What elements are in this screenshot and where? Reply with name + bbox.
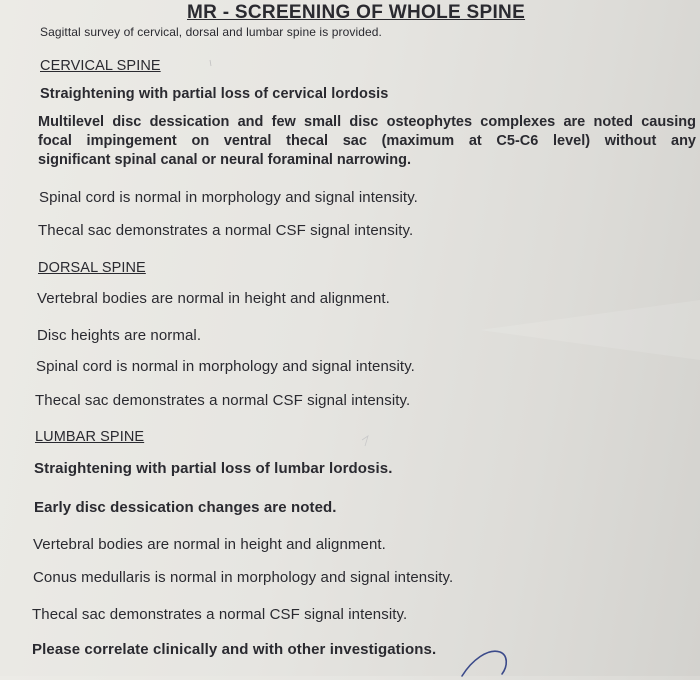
cervical-line-1: Straightening with partial loss of cervical lordosis (40, 86, 389, 102)
dorsal-line-1: Vertebral bodies are normal in height and alignment. (37, 290, 390, 307)
report-subtitle: Sagittal survey of cervical, dorsal and lumbar spine is provided. (40, 25, 382, 39)
cervical-para-line-2: focal impingement on ventral thecal sac (maximum at C5-C6 level) without any (38, 133, 696, 149)
cervical-para-line-1: Multilevel disc dessication and few small disc osteophytes complexes are noted causing (38, 114, 696, 130)
lumbar-line-5: Thecal sac demonstrates a normal CSF signal intensity. (32, 606, 408, 623)
cervical-para-line-3: significant spinal canal or neural foraminal narrowing. (38, 152, 412, 168)
cervical-paragraph (38, 113, 696, 170)
lumbar-line-3: Vertebral bodies are normal in height and alignment. (33, 536, 386, 553)
cervical-heading: CERVICAL SPINE (40, 58, 161, 74)
report-title: MR - SCREENING OF WHOLE SPINE (187, 2, 526, 23)
cervical-line-2: Spinal cord is normal in morphology and signal intensity. (39, 189, 418, 206)
signature-mark (458, 640, 538, 680)
lumbar-line-2: Early disc dessication changes are noted. (34, 499, 337, 516)
dorsal-line-3: Spinal cord is normal in morphology and signal intensity. (36, 358, 415, 375)
lumbar-line-4: Conus medullaris is normal in morphology and signal intensity. (33, 569, 454, 586)
closing-note: Please correlate clinically and with other investigations. (32, 641, 437, 658)
lumbar-heading: LUMBAR SPINE (35, 429, 145, 445)
cervical-line-3: Thecal sac demonstrates a normal CSF signal intensity. (38, 222, 414, 239)
dorsal-heading: DORSAL SPINE (38, 260, 146, 276)
dorsal-line-4: Thecal sac demonstrates a normal CSF signal intensity. (35, 392, 411, 409)
lumbar-line-1: Straightening with partial loss of lumbar lordosis. (34, 460, 393, 477)
dorsal-line-2: Disc heights are normal. (37, 327, 202, 344)
